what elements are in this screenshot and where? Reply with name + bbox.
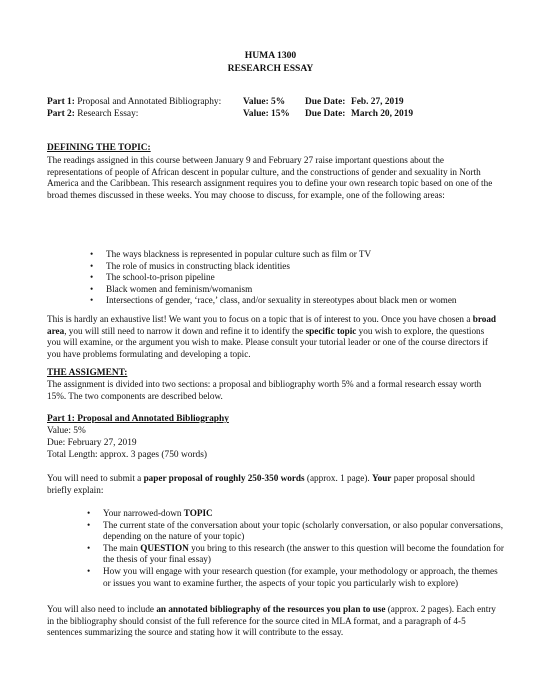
bibliography-paragraph: You will also need to include an annotated bibliography of the resources you plan to use (approx. 2 pages). Each entry in the bibliography should consist of the full reference for the source cited in MLA format, and a paragraph of 4-5 sentences summarizing the source and stating how it will contribute to the essay. <box>47 604 496 638</box>
part2-summary: Part 2: Research Essay: <box>47 109 139 119</box>
part1-summary: Part 1: Proposal and Annotated Bibliography: <box>47 97 222 107</box>
topic-areas-list <box>90 249 510 307</box>
defining-topic-heading: DEFINING THE TOPIC: <box>47 143 151 153</box>
part2-due-label: Due Date: <box>305 109 346 119</box>
assignment-intro: The assignment is divided into two sections: a proposal and bibliography worth 5% and a formal research essay worth 15%. The two components are described below. <box>47 379 482 401</box>
part2-due-date: March 20, 2019 <box>351 109 414 119</box>
course-code: HUMA 1300 <box>244 50 297 61</box>
proposal-requirements-list <box>87 508 507 589</box>
list-item: • Black women and feminism/womanism <box>90 284 510 296</box>
part2-value: Value: 15% <box>243 109 290 119</box>
list-item: • The ways blackness is represented in popular culture such as film or TV <box>90 249 510 261</box>
part1-due-label: Due Date: <box>305 97 346 107</box>
list-item: • Intersections of gender, ‘race,’ class, and/or sexuality in stereotypes about black men or women <box>90 295 510 307</box>
part1-value-line: Value: 5% <box>47 426 86 436</box>
document-title: RESEARCH ESSAY <box>227 63 314 74</box>
part1-heading: Part 1: Proposal and Annotated Bibliography <box>47 414 229 424</box>
list-item: • The role of musics in constructing black identities <box>90 261 510 273</box>
proposal-paragraph: You will need to submit a paper proposal of roughly 250-350 words (approx. 1 page). Your paper proposal should briefly explain: <box>47 473 475 495</box>
list-item: • Your narrowed-down TOPIC <box>87 508 507 520</box>
list-item: • How you will engage with your research question (for example, your methodology or approach, the themes or issues you want to examine further, the aspects of your topic you particularly wish to explore) <box>87 566 507 589</box>
part1-due-line: Due: February 27, 2019 <box>47 438 137 448</box>
topic-closing-paragraph: This is hardly an exhaustive list! We want you to focus on a topic that is of interest to you. Once you have chosen a broad area, you will still need to narrow it down and refine it to identify the specific topic you wish to explore, the questions you will examine, or the argument you wish to make. Please consult your tutorial leader or one of the course directors if you have problems formulating and developing a topic. <box>47 314 497 359</box>
part1-due-date: Feb. 27, 2019 <box>351 97 404 107</box>
list-item: • The main QUESTION you bring to this research (the answer to this question will become the foundation for the thesis of your final essay) <box>87 543 507 566</box>
part1-value: Value: 5% <box>243 97 286 107</box>
list-item: • The school-to-prison pipeline <box>90 272 510 284</box>
assignment-heading: THE ASSIGMENT: <box>47 368 128 378</box>
defining-topic-intro: The readings assigned in this course between January 9 and February 27 raise important questions about the representations of people of African descent in popular culture, and the constructions of gender and sexuality in North America and the Caribbean. This research assignment requires you to define your own research topic based on one of the broad themes discussed in these weeks. You may choose to discuss, for example, one of the following areas: <box>47 155 493 200</box>
list-item: • The current state of the conversation about your topic (scholarly conversation, or also popular conversations, depending on the nature of your topic) <box>87 520 507 543</box>
part1-length-line: Total Length: approx. 3 pages (750 words) <box>47 450 207 460</box>
